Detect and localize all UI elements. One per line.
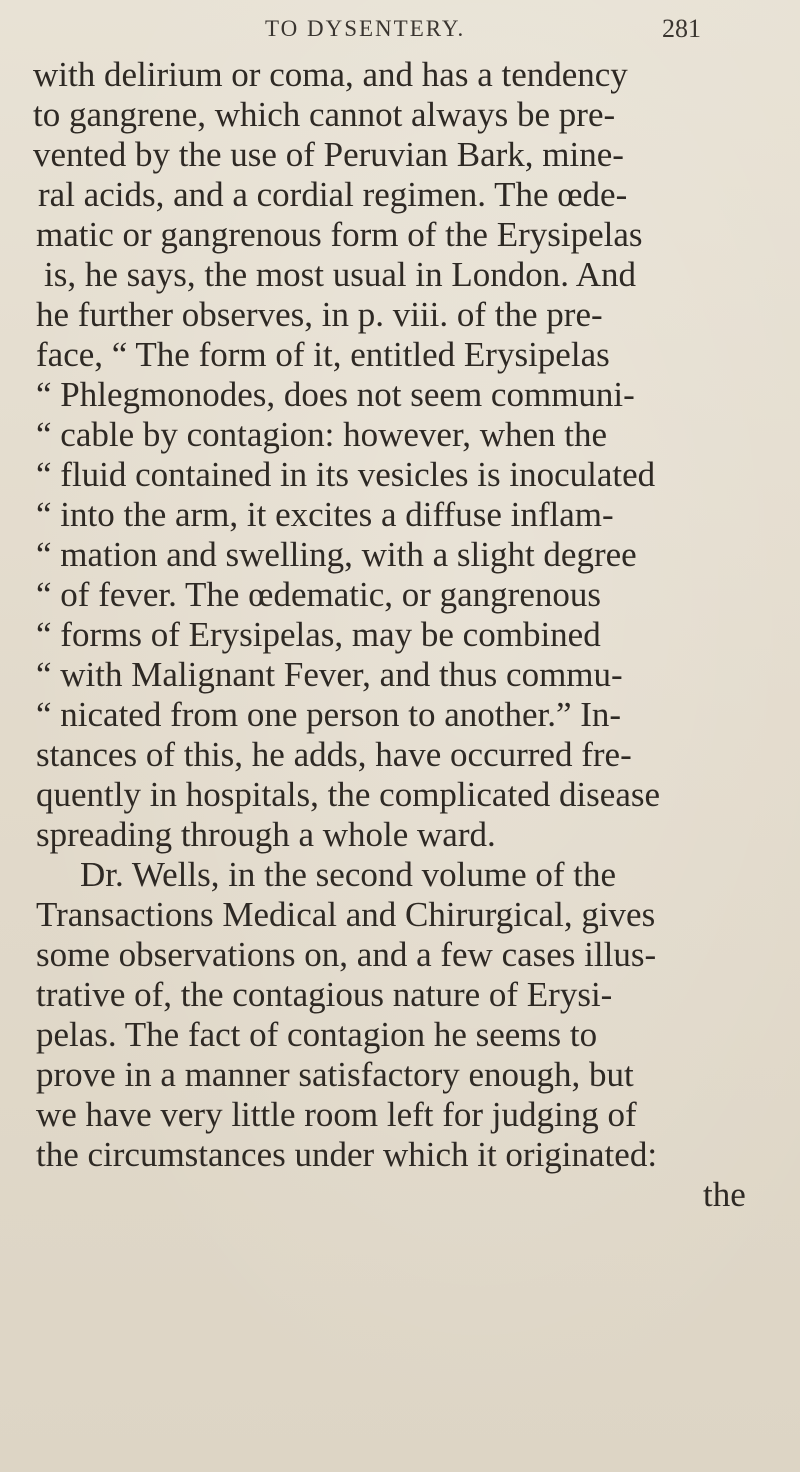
text-line: Dr. Wells, in the second volume of the (80, 855, 617, 894)
text-line: quently in hospitals, the complicated disease (36, 775, 661, 814)
text-line: “ nicated from one person to another.” In- (36, 695, 622, 734)
text-line: ral acids, and a cordial regimen. The œde- (38, 175, 628, 214)
text-line: Transactions Medical and Chirurgical, gives (36, 895, 656, 934)
text-line: “ Phlegmonodes, does not seem communi- (36, 375, 635, 414)
text-line: spreading through a whole ward. (36, 815, 496, 854)
text-line: to gangrene, which cannot always be pre- (33, 95, 616, 134)
text-line: trative of, the contagious nature of Erysi- (36, 975, 613, 1014)
text-line: some observations on, and a few cases illus- (36, 935, 657, 974)
text-line: “ mation and swelling, with a slight degree (36, 535, 637, 574)
text-line: with delirium or coma, and has a tendency (33, 55, 628, 94)
running-head: TO DYSENTERY. (265, 16, 466, 41)
text-line: “ fluid contained in its vesicles is inoculated (36, 455, 656, 494)
text-line: pelas. The fact of contagion he seems to (36, 1015, 598, 1054)
text-line: he further observes, in p. viii. of the pre- (36, 295, 603, 334)
text-line: “ forms of Erysipelas, may be combined (36, 615, 601, 654)
text-line: stances of this, he adds, have occurred fre- (36, 735, 632, 774)
catchword: the (703, 1175, 746, 1214)
text-line: the circumstances under which it originated: (36, 1135, 658, 1174)
text-line: matic or gangrenous form of the Erysipelas (36, 215, 643, 254)
page-header (0, 10, 800, 50)
text-line: “ with Malignant Fever, and thus commu- (36, 655, 623, 694)
text-line: face, “ The form of it, entitled Erysipelas (36, 335, 610, 374)
text-line: we have very little room left for judging of (36, 1095, 637, 1134)
text-line: “ into the arm, it excites a diffuse inflam- (36, 495, 614, 534)
text-line: “ of fever. The œdematic, or gangrenous (36, 575, 601, 614)
text-line: “ cable by contagion: however, when the (36, 415, 608, 454)
text-line: is, he says, the most usual in London. And (44, 255, 637, 294)
text-line: vented by the use of Peruvian Bark, mine- (33, 135, 624, 174)
page-number: 281 (662, 14, 701, 43)
text-line: prove in a manner satisfactory enough, but (36, 1055, 634, 1094)
